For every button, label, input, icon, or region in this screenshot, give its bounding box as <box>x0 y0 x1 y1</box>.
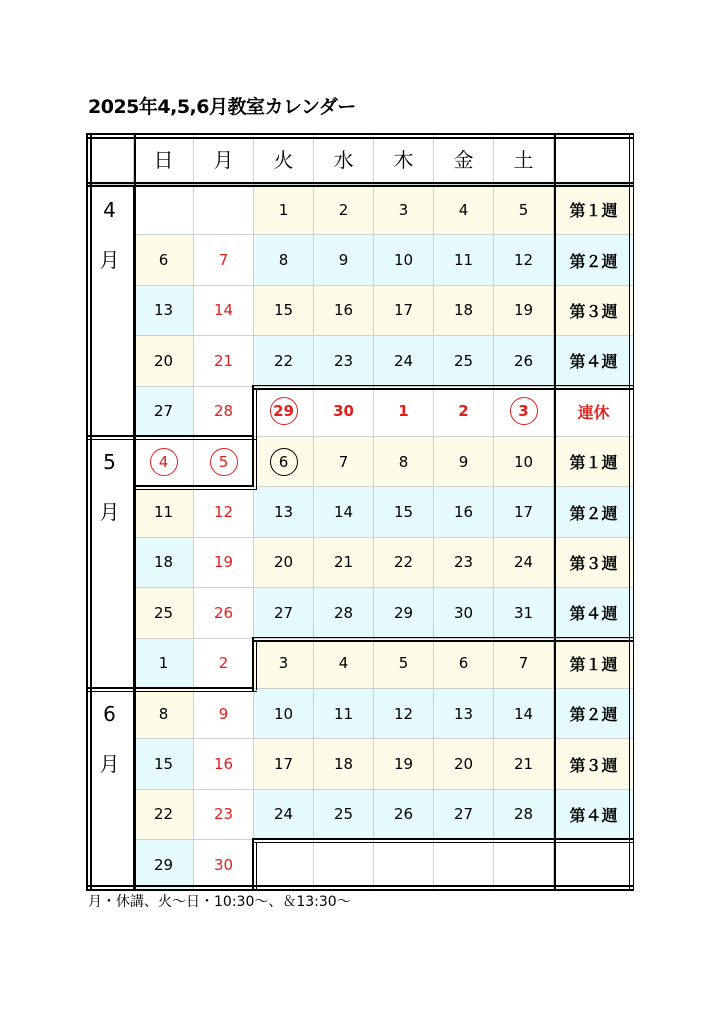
day-cell <box>494 286 554 336</box>
day-number: 14 <box>333 503 354 522</box>
day-cell <box>434 185 494 235</box>
day-cell <box>374 286 434 336</box>
day-number: 18 <box>453 301 474 320</box>
header-label-cell <box>554 133 634 185</box>
day-number: 1 <box>278 200 289 219</box>
day-cell <box>494 840 554 890</box>
day-cell <box>494 790 554 840</box>
day-cell <box>134 689 194 739</box>
day-cell <box>314 739 374 789</box>
day-cell <box>434 639 494 689</box>
border-line <box>256 842 258 891</box>
day-number: 10 <box>273 704 294 723</box>
day-cell <box>254 235 314 285</box>
day-cell <box>254 487 314 537</box>
day-cell <box>254 689 314 739</box>
border-line <box>256 388 258 438</box>
weekday-header: 日 <box>134 133 194 185</box>
day-cell <box>494 336 554 386</box>
day-number: 1 <box>158 654 169 673</box>
border-line <box>254 637 634 639</box>
day-number: 11 <box>153 503 174 522</box>
week-label: 第２週 <box>554 689 634 739</box>
day-number: 8 <box>398 452 409 471</box>
day-number: 5 <box>518 200 529 219</box>
day-number: 6 <box>458 654 469 673</box>
day-number: 22 <box>153 805 174 824</box>
day-cell <box>314 185 374 235</box>
day-cell <box>494 235 554 285</box>
day-number: 23 <box>213 805 234 824</box>
day-number: 15 <box>273 301 294 320</box>
day-cell <box>194 336 254 386</box>
day-number: 25 <box>153 603 174 622</box>
circled-day-number: 6 <box>270 448 298 476</box>
day-number: 29 <box>153 855 174 874</box>
day-number: 26 <box>213 603 234 622</box>
day-number: 17 <box>273 755 294 774</box>
day-cell <box>134 286 194 336</box>
month-number: 4 <box>103 198 116 222</box>
day-cell <box>254 387 314 437</box>
day-number: 12 <box>393 704 414 723</box>
day-number: 6 <box>158 251 169 270</box>
border-line <box>86 133 634 135</box>
border-line <box>254 842 634 844</box>
day-cell <box>374 739 434 789</box>
day-number: 7 <box>338 452 349 471</box>
day-cell <box>434 588 494 638</box>
day-cell <box>134 639 194 689</box>
day-cell <box>254 840 314 890</box>
day-cell <box>434 840 494 890</box>
day-cell <box>134 235 194 285</box>
day-number: 10 <box>513 452 534 471</box>
border-line <box>134 687 254 689</box>
day-number: 10 <box>393 251 414 270</box>
day-number: 12 <box>213 503 234 522</box>
day-cell <box>494 639 554 689</box>
day-cell <box>134 588 194 638</box>
day-cell <box>494 437 554 487</box>
week-label: 連休 <box>554 387 634 437</box>
day-cell <box>134 739 194 789</box>
week-label: 第３週 <box>554 538 634 588</box>
day-number: 5 <box>398 654 409 673</box>
circled-day-number: 29 <box>270 397 298 425</box>
day-cell <box>254 588 314 638</box>
day-number: 9 <box>458 452 469 471</box>
day-cell <box>494 538 554 588</box>
week-label: 第３週 <box>554 286 634 336</box>
day-number: 17 <box>393 301 414 320</box>
day-number: 2 <box>338 200 349 219</box>
border-line <box>86 687 134 689</box>
day-number: 27 <box>453 805 474 824</box>
border-line <box>252 838 254 890</box>
border-line <box>86 185 634 187</box>
day-number: 20 <box>153 351 174 370</box>
schedule-note: 月・休講、火〜日・10:30〜、＆13:30〜 <box>88 894 351 910</box>
day-cell <box>314 437 374 487</box>
day-number: 15 <box>393 503 414 522</box>
border-line <box>134 691 257 693</box>
day-cell <box>194 790 254 840</box>
circled-day-number: 5 <box>210 448 238 476</box>
border-line <box>256 640 258 690</box>
day-cell <box>194 437 254 487</box>
day-number: 30 <box>213 855 234 874</box>
day-cell <box>374 336 434 386</box>
day-number: 19 <box>213 553 234 572</box>
day-cell <box>134 840 194 890</box>
day-number: 21 <box>513 755 534 774</box>
day-number: 2 <box>458 402 469 421</box>
day-number: 22 <box>393 553 414 572</box>
border-line <box>86 691 134 693</box>
border-line <box>254 388 634 390</box>
day-cell <box>134 336 194 386</box>
day-cell <box>194 185 254 235</box>
day-cell <box>374 235 434 285</box>
border-line <box>134 435 254 437</box>
day-cell <box>314 286 374 336</box>
day-number: 13 <box>273 503 294 522</box>
day-cell <box>254 185 314 235</box>
day-number: 8 <box>158 704 169 723</box>
day-cell <box>434 790 494 840</box>
day-number: 30 <box>333 402 354 421</box>
day-cell <box>194 538 254 588</box>
day-number: 7 <box>518 654 529 673</box>
day-number: 13 <box>153 301 174 320</box>
day-cell <box>194 639 254 689</box>
day-number: 9 <box>338 251 349 270</box>
day-cell <box>494 185 554 235</box>
month-char: 月 <box>99 248 120 272</box>
day-cell <box>434 487 494 537</box>
day-number: 16 <box>213 755 234 774</box>
day-cell <box>434 235 494 285</box>
day-cell <box>194 387 254 437</box>
day-cell <box>194 588 254 638</box>
weekday-header: 水 <box>314 133 374 185</box>
month-label <box>86 689 134 891</box>
day-cell <box>134 538 194 588</box>
border-line <box>134 439 257 441</box>
week-label: 第４週 <box>554 588 634 638</box>
day-cell <box>494 739 554 789</box>
week-label <box>554 840 634 890</box>
month-number: 5 <box>103 450 116 474</box>
day-number: 11 <box>333 704 354 723</box>
day-number: 16 <box>453 503 474 522</box>
border-line <box>86 137 634 139</box>
day-number: 7 <box>218 251 229 270</box>
border-line <box>633 133 635 891</box>
day-number: 14 <box>513 704 534 723</box>
week-label: 第１週 <box>554 437 634 487</box>
day-cell <box>254 790 314 840</box>
day-cell <box>374 185 434 235</box>
day-number: 26 <box>393 805 414 824</box>
day-number: 23 <box>453 553 474 572</box>
day-cell <box>254 739 314 789</box>
day-number: 28 <box>513 805 534 824</box>
day-cell <box>194 487 254 537</box>
weekday-header: 木 <box>374 133 434 185</box>
day-number: 21 <box>213 351 234 370</box>
weekday-header: 火 <box>254 133 314 185</box>
day-number: 4 <box>458 200 469 219</box>
day-cell <box>314 790 374 840</box>
day-number: 18 <box>153 553 174 572</box>
day-number: 28 <box>213 402 234 421</box>
month-number: 6 <box>103 702 116 726</box>
week-label: 第３週 <box>554 739 634 789</box>
day-cell <box>254 286 314 336</box>
day-cell <box>374 588 434 638</box>
day-cell <box>134 790 194 840</box>
border-line <box>134 485 254 487</box>
day-cell <box>374 538 434 588</box>
day-cell <box>374 790 434 840</box>
day-number: 19 <box>393 755 414 774</box>
border-line <box>254 640 634 642</box>
day-cell <box>314 639 374 689</box>
day-number: 27 <box>153 402 174 421</box>
day-cell <box>434 437 494 487</box>
day-cell <box>314 538 374 588</box>
day-number: 8 <box>278 251 289 270</box>
month-char: 月 <box>99 500 120 524</box>
day-cell <box>494 487 554 537</box>
day-number: 15 <box>153 755 174 774</box>
day-number: 12 <box>513 251 534 270</box>
day-cell <box>134 387 194 437</box>
day-cell <box>434 689 494 739</box>
day-cell <box>374 689 434 739</box>
border-line <box>254 385 634 387</box>
border-line <box>134 133 136 891</box>
day-cell <box>374 387 434 437</box>
week-label: 第２週 <box>554 235 634 285</box>
day-number: 19 <box>513 301 534 320</box>
day-cell <box>194 286 254 336</box>
day-number: 30 <box>453 603 474 622</box>
day-cell <box>314 840 374 890</box>
border-line <box>86 439 134 441</box>
day-cell <box>314 336 374 386</box>
day-cell <box>374 437 434 487</box>
day-number: 20 <box>273 553 294 572</box>
border-line <box>256 437 258 490</box>
day-cell <box>254 336 314 386</box>
day-cell <box>434 387 494 437</box>
weekday-header: 金 <box>434 133 494 185</box>
day-cell <box>374 840 434 890</box>
day-cell <box>254 538 314 588</box>
day-cell <box>134 437 194 487</box>
day-number: 24 <box>513 553 534 572</box>
day-cell <box>314 235 374 285</box>
week-label: 第１週 <box>554 185 634 235</box>
day-number: 18 <box>333 755 354 774</box>
day-number: 25 <box>333 805 354 824</box>
border-line <box>86 182 634 184</box>
page-title: 2025年4,5,6月教室カレンダー <box>88 96 356 118</box>
weekday-header: 土 <box>494 133 554 185</box>
day-number: 11 <box>453 251 474 270</box>
day-number: 25 <box>453 351 474 370</box>
day-number: 3 <box>278 654 289 673</box>
day-number: 29 <box>393 603 414 622</box>
calendar-grid <box>86 133 638 891</box>
day-cell <box>494 689 554 739</box>
day-number: 2 <box>218 654 229 673</box>
border-line <box>254 838 634 840</box>
month-label <box>86 437 134 689</box>
border-line <box>86 133 88 891</box>
day-cell <box>314 689 374 739</box>
border-line <box>629 133 631 891</box>
day-cell <box>434 336 494 386</box>
day-number: 31 <box>513 603 534 622</box>
day-number: 22 <box>273 351 294 370</box>
day-cell <box>374 487 434 537</box>
day-cell <box>434 286 494 336</box>
day-cell <box>134 185 194 235</box>
day-cell <box>434 739 494 789</box>
day-number: 17 <box>513 503 534 522</box>
month-label <box>86 185 134 437</box>
day-cell <box>374 639 434 689</box>
day-cell <box>494 588 554 638</box>
day-number: 24 <box>393 351 414 370</box>
day-cell <box>314 487 374 537</box>
week-label: 第４週 <box>554 790 634 840</box>
border-line <box>554 133 556 891</box>
month-char: 月 <box>99 752 120 776</box>
day-number: 1 <box>398 402 409 421</box>
week-label: 第１週 <box>554 639 634 689</box>
day-cell <box>254 437 314 487</box>
border-line <box>86 435 134 437</box>
circled-day-number: 3 <box>510 397 538 425</box>
day-number: 23 <box>333 351 354 370</box>
day-cell <box>314 588 374 638</box>
day-number: 14 <box>213 301 234 320</box>
day-number: 9 <box>218 704 229 723</box>
border-line <box>252 385 254 439</box>
day-cell <box>134 487 194 537</box>
day-number: 26 <box>513 351 534 370</box>
week-label: 第４週 <box>554 336 634 386</box>
header-corner-cell <box>86 133 134 185</box>
day-cell <box>194 235 254 285</box>
border-line <box>252 437 254 487</box>
day-cell <box>314 387 374 437</box>
circled-day-number: 4 <box>150 448 178 476</box>
day-number: 3 <box>398 200 409 219</box>
day-cell <box>194 739 254 789</box>
week-label: 第２週 <box>554 487 634 537</box>
day-cell <box>194 689 254 739</box>
border-line <box>252 637 254 691</box>
border-line <box>90 133 92 891</box>
day-cell <box>494 387 554 437</box>
day-cell <box>254 639 314 689</box>
border-line <box>134 489 257 491</box>
border-line <box>86 885 634 887</box>
day-cell <box>194 840 254 890</box>
day-number: 20 <box>453 755 474 774</box>
day-number: 16 <box>333 301 354 320</box>
day-number: 13 <box>453 704 474 723</box>
day-number: 4 <box>338 654 349 673</box>
day-cell <box>434 538 494 588</box>
day-number: 21 <box>333 553 354 572</box>
day-number: 24 <box>273 805 294 824</box>
day-number: 27 <box>273 603 294 622</box>
weekday-header: 月 <box>194 133 254 185</box>
day-number: 28 <box>333 603 354 622</box>
